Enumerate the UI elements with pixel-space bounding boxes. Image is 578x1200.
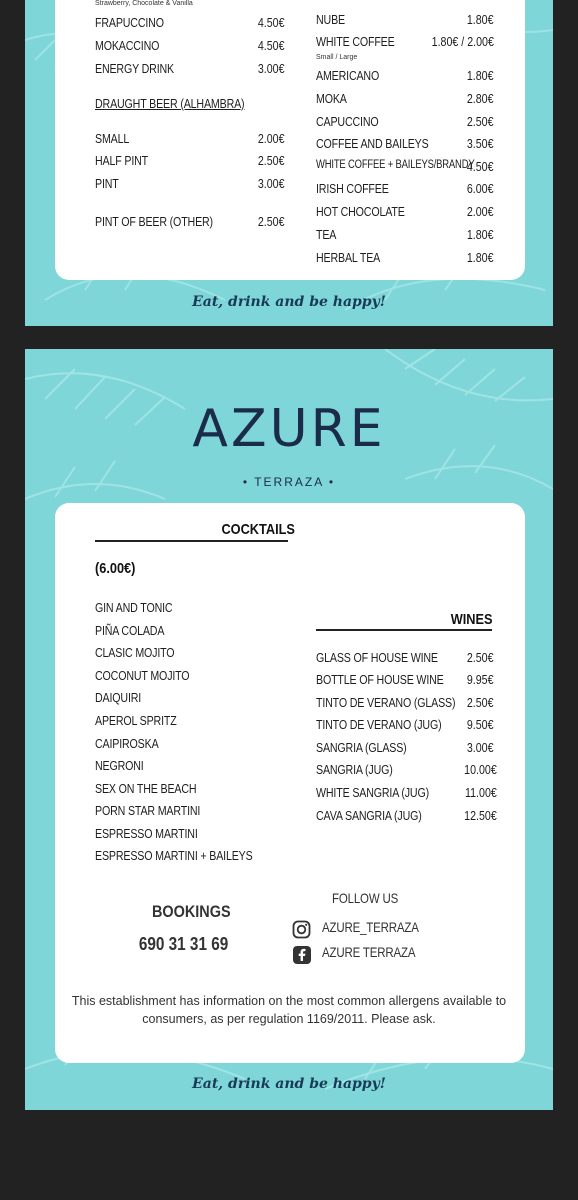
wine-item: BOTTLE OF HOUSE WINE (316, 672, 444, 687)
menu-price-hot-chocolate: 2.00€ (467, 204, 494, 219)
wine-item: SANGRIA (GLASS) (316, 740, 407, 755)
azure-logo: AZURE (192, 399, 386, 459)
wine-price: 9.95€ (467, 672, 494, 687)
cocktail-item: NEGRONI (95, 758, 144, 773)
size-note: Small / Large (316, 54, 358, 61)
wine-price: 2.50€ (467, 650, 494, 665)
menu-price-small: 2.00€ (258, 131, 285, 146)
cocktails-underline (95, 540, 288, 542)
menu-price-americano: 1.80€ (467, 68, 494, 83)
wines-underline (316, 629, 492, 631)
cocktail-item: CLASIC MOJITO (95, 645, 175, 660)
bottom-tagline: Eat, drink and be happy! (192, 1076, 386, 1092)
flavours-note: Strawberry, Chocolate & Vanilla (95, 0, 193, 7)
menu-item-mokaccino: MOKACCINO (95, 38, 160, 53)
menu-item-pint: PINT (95, 176, 119, 191)
menu-price-frapuccino: 4.50€ (258, 15, 285, 30)
menu-item-small: SMALL (95, 131, 130, 146)
cocktail-item: GIN AND TONIC (95, 600, 173, 615)
top-tagline: Eat, drink and be happy! (192, 294, 386, 310)
wine-price: 9.50€ (467, 717, 494, 732)
wine-item: TINTO DE VERANO (JUG) (316, 717, 442, 732)
cocktail-item: DAIQUIRI (95, 690, 142, 705)
menu-price-herbal-tea: 1.80€ (467, 250, 494, 265)
facebook-icon[interactable] (293, 946, 311, 969)
menu-price-energy-drink: 3.00€ (258, 61, 285, 76)
menu-item-americano: AMERICANO (316, 68, 380, 83)
menu-price-irish-coffee: 6.00€ (467, 181, 494, 196)
instagram-icon[interactable] (292, 920, 311, 944)
menu-item-nube: NUBE (316, 12, 345, 27)
wine-price: 11.00€ (465, 785, 497, 800)
top-menu-card (25, 0, 553, 326)
menu-price-half-pint: 2.50€ (258, 153, 285, 168)
cocktail-item: ESPRESSO MARTINI (95, 826, 198, 841)
menu-item-half-pint: HALF PINT (95, 153, 149, 168)
cocktails-price: (6.00€) (95, 560, 136, 577)
cocktail-item: APEROL SPRITZ (95, 713, 177, 728)
follow-us-label: FOLLOW US (332, 890, 399, 906)
menu-item-energy-drink: ENERGY DRINK (95, 61, 174, 76)
instagram-handle[interactable]: AZURE_TERRAZA (322, 919, 419, 935)
menu-price-pint-other: 2.50€ (258, 214, 285, 229)
allergen-note: This establishment has information on the most common allergens available to consumers, as per regulation 1169/2011. Please ask. (71, 994, 507, 1026)
wine-price: 10.00€ (464, 762, 497, 777)
menu-item-pint-other: PINT OF BEER (OTHER) (95, 214, 213, 229)
facebook-handle[interactable]: AZURE TERRAZA (322, 944, 416, 960)
wine-item: CAVA SANGRIA (JUG) (316, 808, 422, 823)
menu-price-mokaccino: 4.50€ (258, 38, 285, 53)
cocktail-item: SEX ON THE BEACH (95, 781, 197, 796)
cocktail-item: ESPRESSO MARTINI + BAILEYS (95, 848, 253, 863)
wines-heading: WINES (450, 611, 493, 628)
menu-price-nube: 1.80€ (467, 12, 494, 27)
terraza-subtitle: • TERRAZA • (242, 475, 336, 489)
wine-item: GLASS OF HOUSE WINE (316, 650, 438, 665)
menu-item-tea: TEA (316, 227, 337, 242)
menu-item-coffee-baileys: COFFEE AND BAILEYS (316, 136, 429, 151)
wine-item: SANGRIA (JUG) (316, 762, 393, 777)
wine-price: 3.00€ (467, 740, 494, 755)
wine-item: WHITE SANGRIA (JUG) (316, 785, 429, 800)
menu-item-moka: MOKA (316, 91, 347, 106)
menu-price-tea: 1.80€ (467, 227, 494, 242)
menu-item-herbal-tea: HERBAL TEA (316, 250, 381, 265)
cocktail-item: PIÑA COLADA (95, 623, 165, 638)
cocktails-heading: COCKTAILS (221, 521, 295, 538)
menu-item-capuccino: CAPUCCINO (316, 114, 379, 129)
bookings-phone[interactable]: 690 31 31 69 (138, 934, 229, 954)
wine-price: 2.50€ (467, 695, 494, 710)
menu-item-white-coffee: WHITE COFFEE (316, 34, 395, 49)
menu-item-irish-coffee: IRISH COFFEE (316, 181, 389, 196)
menu-item-hot-chocolate: HOT CHOCOLATE (316, 204, 405, 219)
cocktail-item: COCONUT MOJITO (95, 668, 190, 683)
cocktail-item: PORN STAR MARTINI (95, 803, 201, 818)
beer-heading: DRAUGHT BEER (ALHAMBRA) (95, 96, 245, 111)
wine-price: 12.50€ (464, 808, 497, 823)
menu-price-pint: 3.00€ (258, 176, 285, 191)
bookings-label: BOOKINGS (151, 902, 231, 921)
wine-item: TINTO DE VERANO (GLASS) (316, 695, 456, 710)
menu-price-capuccino: 2.50€ (467, 114, 494, 129)
menu-price-white-coffee-baileys: 4.50€ (467, 159, 494, 174)
menu-item-frapuccino: FRAPUCCINO (95, 15, 164, 30)
menu-price-white-coffee: 1.80€ / 2.00€ (431, 34, 494, 49)
menu-item-white-coffee-baileys: WHITE COFFEE + BAILEYS/BRANDY (316, 159, 475, 171)
menu-price-moka: 2.80€ (467, 91, 494, 106)
cocktail-item: CAIPIROSKA (95, 736, 159, 751)
menu-price-coffee-baileys: 3.50€ (467, 136, 494, 151)
bottom-menu-card (25, 349, 553, 1110)
